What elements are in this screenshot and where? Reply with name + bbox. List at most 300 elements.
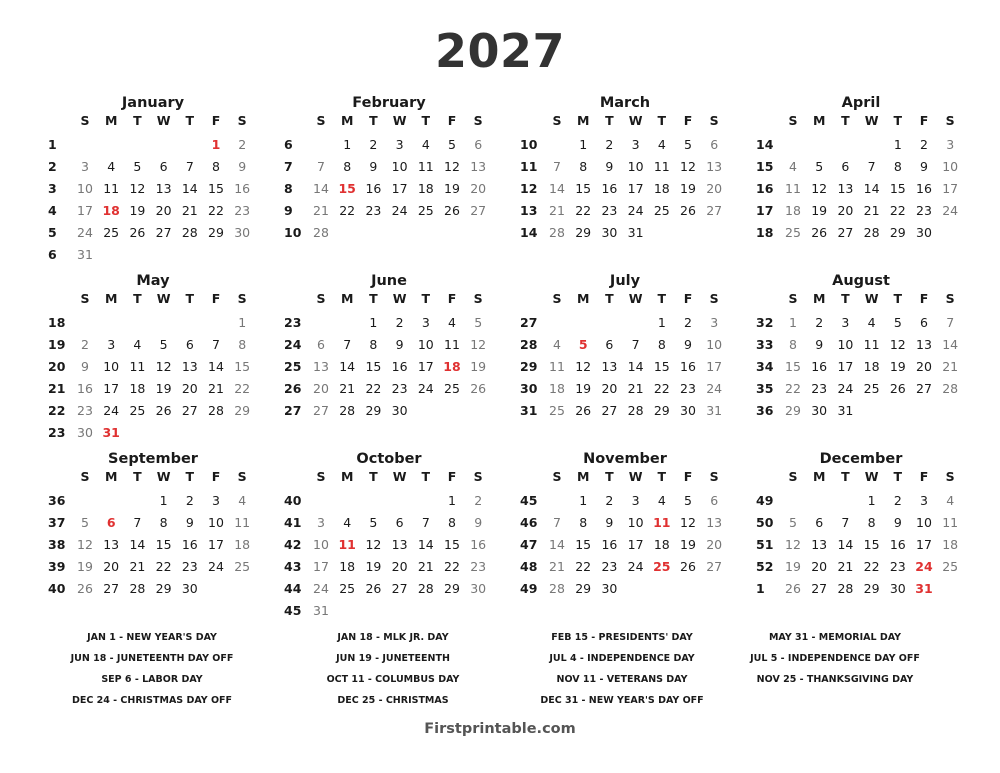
day-cell: 22: [863, 559, 880, 574]
day-cell: 22: [365, 381, 382, 396]
day-cell: 2: [474, 493, 483, 508]
day-cell: 17: [313, 559, 329, 574]
day-cell: 10: [103, 359, 120, 374]
day-cell: 13: [706, 515, 723, 530]
day-cell: 18: [942, 537, 959, 552]
day-cell: 5: [448, 137, 456, 152]
day-cell: 21: [627, 381, 644, 396]
day-cell: 10: [627, 515, 644, 530]
day-cell: 15: [208, 181, 224, 196]
week-number: 10: [520, 137, 538, 152]
day-cell: 24: [627, 559, 644, 574]
day-cell: 3: [631, 493, 640, 508]
day-cell: 3: [317, 515, 325, 530]
day-cell: 7: [867, 159, 876, 174]
day-cell: 6: [815, 515, 824, 530]
weekday-header: W: [628, 113, 643, 128]
day-cell: 27: [916, 381, 932, 396]
day-cell: 17: [706, 359, 723, 374]
day-cell: 4: [657, 493, 666, 508]
day-cell: 12: [680, 159, 696, 174]
day-cell: 3: [631, 137, 640, 152]
day-cell: 21: [181, 203, 198, 218]
day-cell: 16: [601, 537, 618, 552]
day-cell: 29: [234, 403, 251, 418]
week-number: 20: [48, 359, 66, 374]
day-cell: 4: [421, 137, 430, 152]
weekday-header: S: [237, 291, 247, 306]
day-cell: 16: [916, 181, 932, 196]
weekday-header: M: [104, 291, 118, 306]
day-cell: 19: [444, 181, 460, 196]
day-cell: 17: [916, 537, 932, 552]
day-cell: 15: [444, 537, 460, 552]
weekday-header: S: [709, 291, 719, 306]
day-cell: 1: [448, 493, 456, 508]
month-name: November: [583, 451, 667, 467]
day-cell: 7: [946, 315, 955, 330]
day-cell: 13: [313, 359, 329, 374]
weekday-header: M: [812, 469, 826, 484]
day-cell: 13: [103, 537, 120, 552]
week-number: 46: [520, 515, 538, 530]
day-cell: 15: [234, 359, 251, 374]
day-cell: 24: [706, 381, 723, 396]
week-number: 19: [48, 337, 66, 352]
day-cell: 5: [815, 159, 824, 174]
weekday-header: T: [185, 469, 195, 484]
day-cell: 30: [916, 225, 932, 240]
day-cell: 2: [185, 493, 194, 508]
day-cell: 24: [627, 203, 644, 218]
weekday-header: F: [447, 113, 457, 128]
weekday-header: S: [80, 113, 90, 128]
day-cell: 3: [920, 493, 928, 508]
day-cell: 22: [208, 203, 224, 218]
weekday-header: T: [605, 291, 614, 306]
holiday-item: JUL 5 - INDEPENDENCE DAY OFF: [750, 653, 920, 664]
day-cell: 10: [627, 159, 644, 174]
day-cell: 22: [339, 203, 356, 218]
day-cell: 21: [417, 559, 434, 574]
weekday-header: W: [392, 113, 407, 128]
week-number: 18: [756, 225, 774, 240]
day-cell: 10: [77, 181, 93, 196]
day-cell: 19: [680, 537, 696, 552]
day-cell: 13: [470, 159, 487, 174]
week-number: 49: [756, 493, 774, 508]
month-name: July: [609, 273, 641, 289]
day-cell: 11: [942, 515, 959, 530]
week-number: 3: [48, 181, 57, 196]
day-cell: 21: [208, 381, 224, 396]
day-cell: 17: [417, 359, 434, 374]
day-cell: 27: [313, 403, 329, 418]
weekday-header: T: [657, 469, 667, 484]
day-cell: 1: [579, 137, 588, 152]
day-cell: 30: [77, 425, 93, 440]
weekday-header: M: [340, 469, 354, 484]
day-cell: 13: [391, 537, 408, 552]
week-number: 47: [520, 537, 538, 552]
weekday-header: T: [369, 113, 378, 128]
day-cell: 14: [313, 181, 329, 196]
weekday-header: F: [447, 291, 457, 306]
day-cell: 14: [942, 337, 959, 352]
day-cell: 15: [365, 359, 382, 374]
weekday-header: T: [841, 291, 850, 306]
day-cell: 17: [837, 359, 854, 374]
week-number: 52: [756, 559, 774, 574]
day-cell: 13: [601, 359, 618, 374]
day-cell: 14: [417, 537, 434, 552]
day-cell: 24: [837, 381, 854, 396]
day-cell: 12: [680, 515, 696, 530]
day-cell: 30: [811, 403, 828, 418]
day-cell: 4: [657, 137, 666, 152]
day-cell: 26: [129, 225, 146, 240]
day-cell: 9: [605, 159, 614, 174]
day-cell: 3: [841, 315, 850, 330]
week-number: 1: [48, 137, 57, 152]
weekday-header: T: [893, 113, 903, 128]
day-cell: 15: [653, 359, 670, 374]
day-cell: 7: [421, 515, 430, 530]
day-cell: 26: [365, 581, 382, 596]
day-cell: 1: [159, 493, 168, 508]
week-number: 34: [756, 359, 774, 374]
day-cell: 21: [863, 203, 880, 218]
day-cell: 7: [841, 515, 850, 530]
day-cell: 20: [706, 181, 723, 196]
day-cell: 8: [369, 337, 378, 352]
day-cell: 18: [785, 203, 801, 218]
day-cell: 5: [159, 337, 168, 352]
day-cell: 29: [444, 581, 460, 596]
day-cell: 18: [863, 359, 880, 374]
day-cell: 4: [107, 159, 116, 174]
month-name: February: [352, 95, 426, 111]
day-cell: 28: [208, 403, 224, 418]
day-cell: 1: [343, 137, 352, 152]
day-cell: 24: [391, 203, 408, 218]
weekday-header: F: [447, 469, 457, 484]
day-cell: 13: [811, 537, 828, 552]
holiday-item: NOV 11 - VETERANS DAY: [556, 674, 688, 685]
day-cell: 5: [893, 315, 902, 330]
weekday-header: W: [392, 291, 407, 306]
weekday-header: W: [156, 113, 171, 128]
day-cell: 27: [391, 581, 408, 596]
week-number: 43: [284, 559, 302, 574]
day-cell: 26: [444, 203, 460, 218]
weekday-header: F: [919, 469, 929, 484]
day-cell: 25: [103, 225, 120, 240]
day-cell: 22: [653, 381, 670, 396]
day-cell: 5: [133, 159, 142, 174]
day-cell: 1: [867, 493, 876, 508]
day-cell: 28: [863, 225, 880, 240]
day-cell: 22: [234, 381, 251, 396]
weekday-header: W: [156, 469, 171, 484]
day-cell: 12: [470, 337, 487, 352]
day-cell: 23: [470, 559, 487, 574]
week-number: 28: [520, 337, 538, 352]
day-cell: 20: [313, 381, 329, 396]
day-cell: 4: [238, 493, 247, 508]
day-cell: 28: [549, 225, 565, 240]
week-number: 41: [284, 515, 302, 530]
day-cell: 2: [893, 493, 902, 508]
day-cell: 25: [653, 559, 671, 574]
weekday-header: S: [552, 469, 562, 484]
day-cell: 22: [575, 559, 592, 574]
weekday-header: T: [185, 291, 195, 306]
week-number: 48: [520, 559, 538, 574]
day-cell: 18: [549, 381, 565, 396]
day-cell: 3: [710, 315, 719, 330]
day-cell: 29: [208, 225, 224, 240]
day-cell: 13: [706, 159, 723, 174]
day-cell: 20: [916, 359, 932, 374]
week-number: 33: [756, 337, 774, 352]
day-cell: 4: [133, 337, 142, 352]
day-cell: 19: [680, 181, 696, 196]
day-cell: 16: [77, 381, 93, 396]
day-cell: 3: [107, 337, 116, 352]
weekday-header: S: [473, 469, 483, 484]
day-cell: 3: [212, 493, 220, 508]
day-cell: 29: [575, 581, 592, 596]
holiday-item: SEP 6 - LABOR DAY: [101, 674, 203, 685]
week-number: 42: [284, 537, 302, 552]
day-cell: 31: [837, 403, 854, 418]
day-cell: 16: [470, 537, 487, 552]
day-cell: 23: [365, 203, 382, 218]
day-cell: 26: [680, 203, 696, 218]
weekday-header: T: [369, 469, 378, 484]
weekday-header: S: [945, 291, 955, 306]
day-cell: 10: [417, 337, 434, 352]
week-number: 50: [756, 515, 774, 530]
holiday-item: JAN 18 - MLK JR. DAY: [337, 632, 449, 643]
week-number: 8: [284, 181, 293, 196]
day-cell: 12: [444, 159, 460, 174]
day-cell: 14: [863, 181, 880, 196]
day-cell: 2: [369, 137, 378, 152]
holiday-item: FEB 15 - PRESIDENTS' DAY: [551, 632, 693, 643]
week-number: 14: [756, 137, 774, 152]
day-cell: 5: [578, 337, 588, 352]
day-cell: 14: [181, 181, 198, 196]
day-cell: 22: [155, 559, 172, 574]
day-cell: 27: [837, 225, 854, 240]
week-number: 15: [756, 159, 774, 174]
day-cell: 12: [365, 537, 382, 552]
week-number: 6: [48, 247, 57, 262]
day-cell: 21: [313, 203, 329, 218]
day-cell: 26: [785, 581, 801, 596]
day-cell: 1: [789, 315, 797, 330]
weekday-header: S: [473, 113, 483, 128]
day-cell: 8: [579, 159, 588, 174]
day-cell: 9: [474, 515, 483, 530]
week-number: 22: [48, 403, 66, 418]
day-cell: 2: [920, 137, 928, 152]
weekday-header: S: [788, 291, 798, 306]
day-cell: 14: [549, 181, 565, 196]
weekday-header: W: [628, 291, 643, 306]
day-cell: 26: [889, 381, 906, 396]
day-cell: 14: [339, 359, 356, 374]
day-cell: 20: [811, 559, 828, 574]
day-cell: 18: [653, 537, 670, 552]
day-cell: 7: [553, 159, 561, 174]
day-cell: 19: [77, 559, 93, 574]
day-cell: 12: [889, 337, 906, 352]
holiday-item: DEC 31 - NEW YEAR'S DAY OFF: [540, 695, 704, 706]
day-cell: 10: [916, 515, 932, 530]
day-cell: 23: [811, 381, 828, 396]
weekday-header: S: [80, 469, 90, 484]
day-cell: 10: [391, 159, 408, 174]
holiday-item: JUL 4 - INDEPENDENCE DAY: [549, 653, 695, 664]
day-cell: 8: [238, 337, 247, 352]
week-number: 31: [520, 403, 538, 418]
weekday-header: W: [864, 291, 879, 306]
week-number: 40: [48, 581, 66, 596]
day-cell: 17: [942, 181, 959, 196]
day-cell: 23: [181, 559, 198, 574]
day-cell: 6: [185, 337, 194, 352]
weekday-header: T: [893, 291, 903, 306]
weekday-header: M: [812, 113, 826, 128]
day-cell: 26: [77, 581, 93, 596]
holiday-item: OCT 11 - COLUMBUS DAY: [326, 674, 460, 685]
day-cell: 12: [129, 181, 146, 196]
weekday-header: M: [576, 469, 590, 484]
day-cell: 14: [549, 537, 565, 552]
week-number: 23: [284, 315, 302, 330]
day-cell: 4: [553, 337, 561, 352]
day-cell: 18: [129, 381, 146, 396]
day-cell: 4: [867, 315, 876, 330]
weekday-header: S: [945, 469, 955, 484]
day-cell: 19: [129, 203, 146, 218]
weekday-header: W: [864, 469, 879, 484]
day-cell: 22: [785, 381, 801, 396]
day-cell: 23: [680, 381, 696, 396]
week-number: 30: [520, 381, 538, 396]
day-cell: 6: [317, 337, 325, 352]
day-cell: 10: [313, 537, 329, 552]
week-number: 11: [520, 159, 538, 174]
day-cell: 2: [605, 137, 614, 152]
day-cell: 24: [915, 559, 933, 574]
day-cell: 21: [942, 359, 959, 374]
day-cell: 2: [684, 315, 692, 330]
day-cell: 5: [684, 137, 692, 152]
day-cell: 28: [837, 581, 854, 596]
day-cell: 7: [212, 337, 220, 352]
weekday-header: M: [576, 113, 590, 128]
day-cell: 14: [208, 359, 224, 374]
day-cell: 15: [155, 537, 172, 552]
day-cell: 15: [575, 537, 592, 552]
day-cell: 28: [181, 225, 198, 240]
day-cell: 27: [706, 203, 723, 218]
weekday-header: S: [316, 469, 326, 484]
day-cell: 18: [102, 203, 120, 218]
day-cell: 19: [889, 359, 906, 374]
day-cell: 2: [395, 315, 404, 330]
day-cell: 31: [313, 603, 329, 618]
day-cell: 24: [417, 381, 434, 396]
day-cell: 16: [889, 537, 906, 552]
day-cell: 11: [129, 359, 146, 374]
weekday-header: T: [605, 113, 614, 128]
week-number: 29: [520, 359, 538, 374]
day-cell: 14: [837, 537, 854, 552]
day-cell: 1: [579, 493, 588, 508]
day-cell: 20: [837, 203, 854, 218]
day-cell: 9: [815, 337, 824, 352]
day-cell: 12: [575, 359, 592, 374]
month-name: May: [136, 273, 170, 289]
day-cell: 7: [553, 515, 561, 530]
day-cell: 4: [946, 493, 955, 508]
day-cell: 24: [77, 225, 93, 240]
day-cell: 16: [601, 181, 618, 196]
day-cell: 21: [837, 559, 854, 574]
weekday-header: F: [211, 291, 221, 306]
weekday-header: T: [133, 469, 142, 484]
day-cell: 16: [365, 181, 382, 196]
day-cell: 25: [339, 581, 356, 596]
day-cell: 4: [343, 515, 352, 530]
weekday-header: S: [709, 469, 719, 484]
day-cell: 7: [343, 337, 352, 352]
day-cell: 25: [785, 225, 801, 240]
month-name: March: [599, 95, 651, 111]
day-cell: 28: [627, 403, 644, 418]
day-cell: 26: [680, 559, 696, 574]
month-name: September: [108, 451, 198, 467]
weekday-header: M: [104, 113, 118, 128]
day-cell: 17: [627, 537, 644, 552]
holiday-item: DEC 24 - CHRISTMAS DAY OFF: [71, 695, 233, 706]
week-number: 17: [756, 203, 774, 218]
month-name: October: [356, 451, 422, 467]
day-cell: 6: [159, 159, 168, 174]
weekday-header: M: [104, 469, 118, 484]
week-number: 6: [284, 137, 293, 152]
week-number: 37: [48, 515, 66, 530]
day-cell: 1: [238, 315, 247, 330]
day-cell: 21: [549, 559, 565, 574]
week-number: 12: [520, 181, 538, 196]
week-number: 32: [756, 315, 774, 330]
day-cell: 30: [391, 403, 408, 418]
day-cell: 26: [575, 403, 592, 418]
day-cell: 23: [601, 559, 618, 574]
weekday-header: F: [683, 113, 693, 128]
day-cell: 5: [474, 315, 483, 330]
month-name: April: [841, 95, 881, 111]
weekday-header: W: [392, 469, 407, 484]
holiday-item: NOV 25 - THANKSGIVING DAY: [756, 674, 914, 685]
day-cell: 28: [129, 581, 146, 596]
